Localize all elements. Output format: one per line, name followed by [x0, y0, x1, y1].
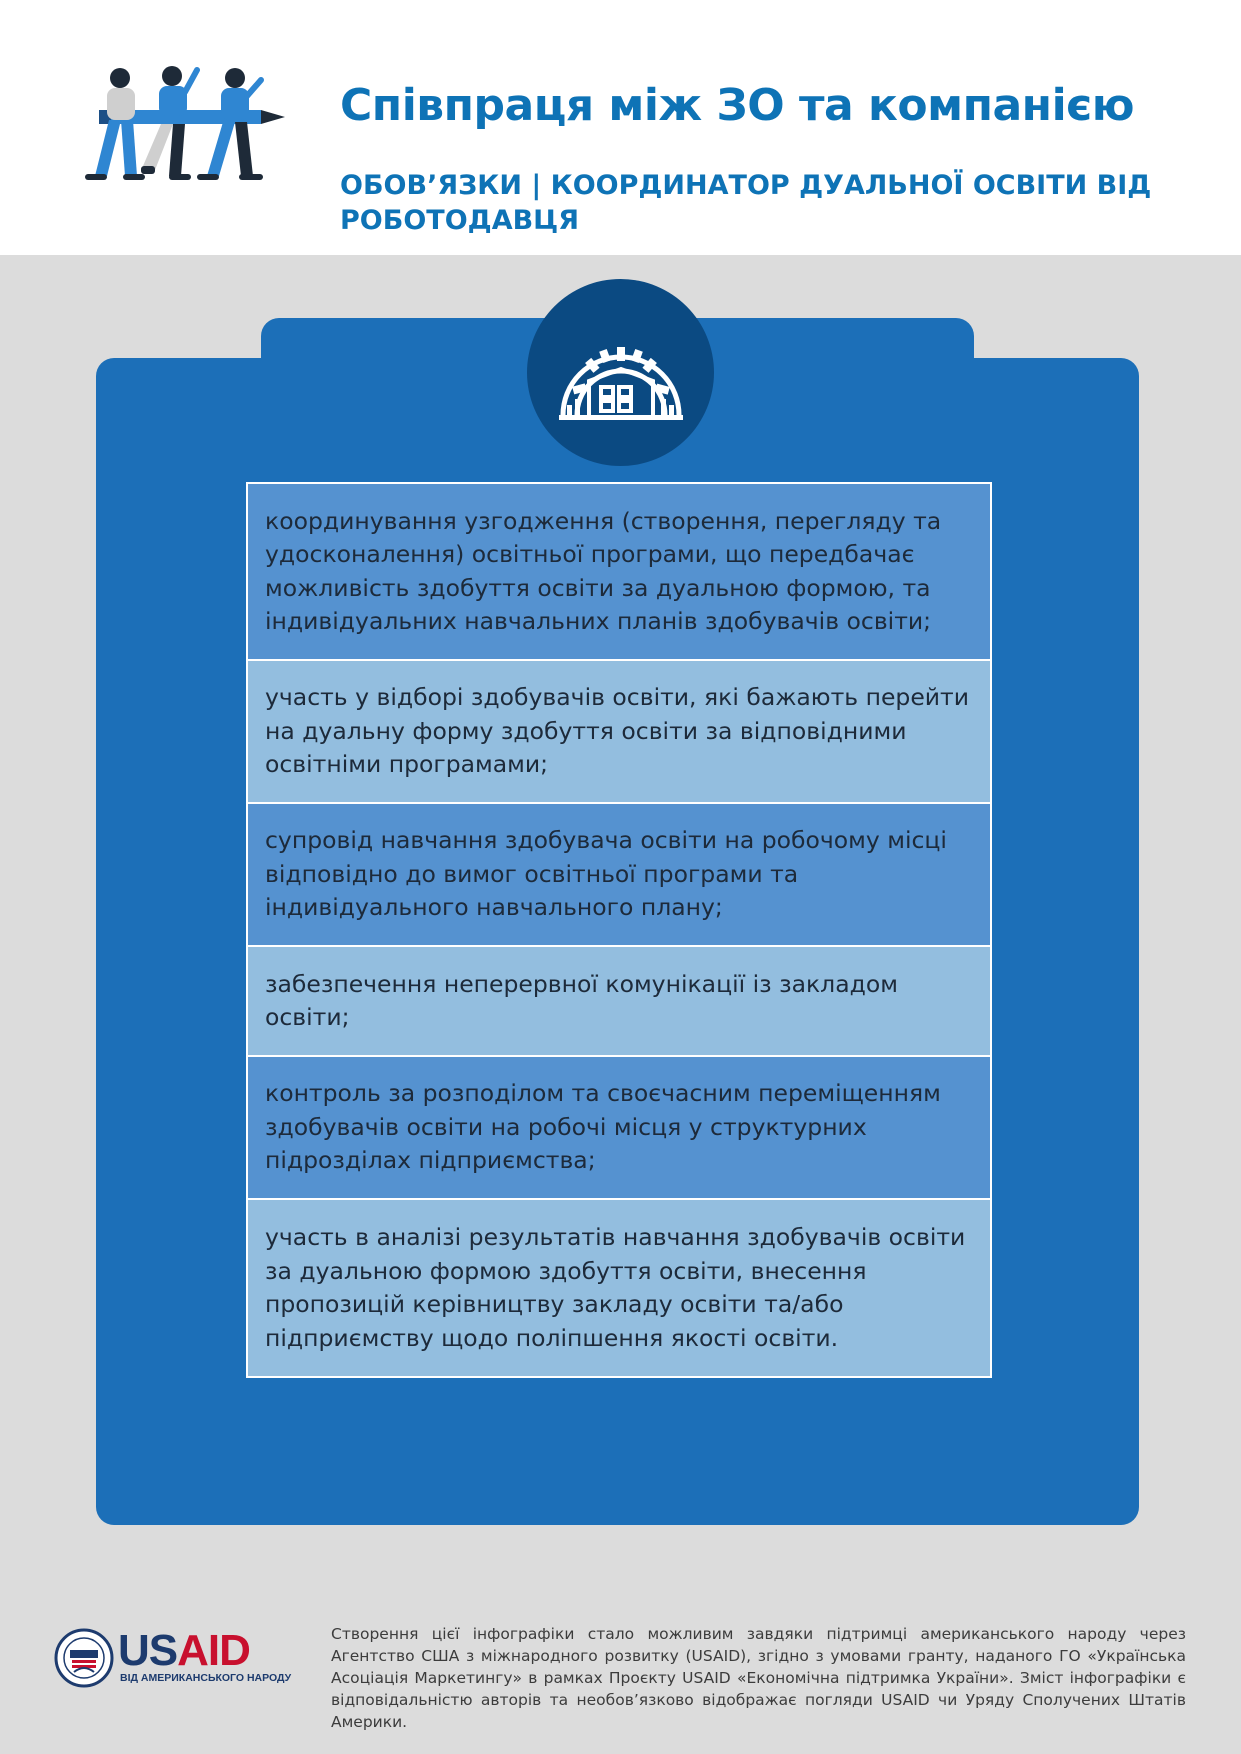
- list-item: [248, 804, 990, 947]
- list-item: [248, 484, 990, 661]
- list-item: [248, 947, 990, 1057]
- list-item: [248, 661, 990, 804]
- icon-badge: [527, 279, 714, 466]
- list-item-text: супровід навчання здобувача освіти на робочому місці відповідно до вимог освітньої програми та індивідуального навчального плану;: [265, 826, 947, 922]
- usaid-wordmark: USAID: [118, 1626, 250, 1675]
- list-item: [248, 1057, 990, 1200]
- page-subtitle: ОБОВ’ЯЗКИ | КООРДИНАТОР ДУАЛЬНОЇ ОСВІТИ ВІД РОБОТОДАВЦЯ: [340, 170, 1152, 236]
- footer-disclaimer: Створення цієї інфографіки стало можливим завдяки підтримці американського народу через Агентство США з міжнародного розвитку (USAID), згідно з умовами гранту, наданого ГО «Українська Асоціація Маркетингу» в рамках Проєкту USAID «Економічна підтримка України». Зміст інфографіки є відповідальністю авторів та необов’язково відображає погляди USAID чи Уряду Сполучених Штатів Америки.: [331, 1625, 1186, 1731]
- usaid-logo: [54, 1626, 292, 1692]
- responsibilities-list: [246, 482, 992, 1378]
- team-carrying-pencil-icon: [85, 66, 290, 201]
- list-item-text: забезпечення неперервної комунікації із закладом освіти;: [265, 969, 898, 1031]
- page-title: Співпраця між ЗО та компанією: [340, 80, 1135, 131]
- list-item-text: контроль за розподілом та своєчасним переміщенням здобувачів освіти на робочі місця у структурних підрозділах підприємства;: [265, 1079, 941, 1175]
- list-item: [248, 1200, 990, 1376]
- factory-gear-icon: [555, 319, 687, 423]
- list-item-text: участь у відборі здобувачів освіти, які бажають перейти на дуальну форму здобуття освіти за відповідними освітніми програмами;: [265, 683, 970, 779]
- list-item-text: участь в аналізі результатів навчання здобувачів освіти за дуальною формою здобуття освіти, внесення пропозицій керівництву закладу освіти та/або підприємству щодо поліпшення якості освіти.: [265, 1223, 966, 1352]
- usaid-seal-icon: [54, 1628, 114, 1688]
- usaid-tagline: ВІД АМЕРИКАНСЬКОГО НАРОДУ: [120, 1672, 292, 1684]
- list-item-text: координування узгодження (створення, перегляду та удосконалення) освітньої програми, що передбачає можливість здобуття освіти за дуальною формою, та індивідуальних навчальних планів здобувачів освіти;: [265, 506, 942, 635]
- header: [0, 0, 1241, 255]
